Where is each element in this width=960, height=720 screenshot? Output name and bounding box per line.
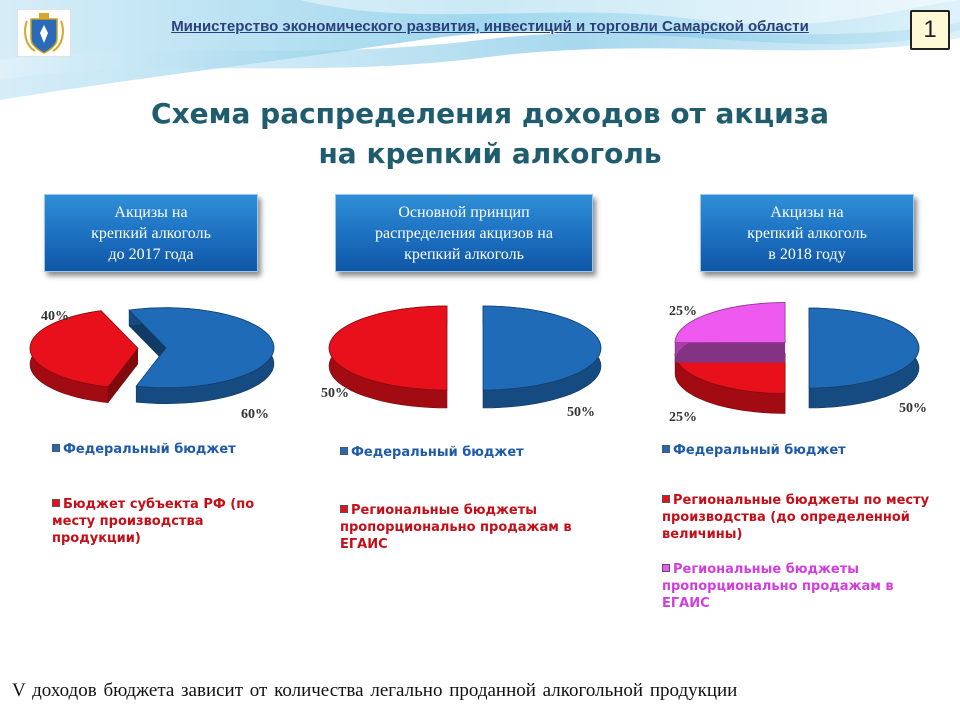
legend-item [52,441,272,458]
footer-note: V доходов бюджета зависит от количества легально проданной алкогольной продукции [12,680,738,701]
pie-data-label: 60% [241,407,269,422]
legend-item [662,561,942,612]
pie-data-label: 25% [669,304,697,319]
header-box-before-2017 [44,194,258,272]
pie-chart-2 [321,306,601,420]
legend-item [340,502,610,553]
header-box-line: Основной принцип [398,204,530,221]
pie-data-label: 50% [899,401,927,416]
legend-item [340,444,610,461]
pie-data-label: 25% [669,410,697,425]
legend-swatch [662,495,670,503]
header-box-principle [335,194,593,272]
header-box-line: распределения акцизов на [375,225,553,242]
legend-swatch [662,564,670,572]
legend-chart-2 [340,444,610,553]
legend-label: Региональные бюджеты пропорционально продажам в ЕГАИС [340,503,572,552]
header-box-line: Акцизы на [114,204,188,221]
pie-slice [809,308,919,408]
legend-label: Бюджет субъекта РФ (по месту производства продукции) [52,497,255,546]
legend-item [52,496,272,547]
legend-chart-3 [662,442,942,612]
pie-slice [30,311,138,403]
legend-item [662,492,942,543]
legend-swatch [52,499,60,507]
legend-item [662,442,942,459]
pie-chart-1 [30,308,274,422]
pie-data-label: 40% [41,309,69,324]
pie-slice [483,306,601,408]
header-box-line: до 2017 года [108,246,194,263]
header-box-line: крепкий алкоголь [747,225,867,242]
legend-label: Региональные бюджеты по месту производства (до определенной величины) [662,493,930,542]
pie-slice-side [675,343,785,363]
header-box-line: в 2018 году [768,246,846,263]
legend-swatch [340,505,348,513]
slide-title-line-2: на крепкий алкоголь [318,137,662,170]
legend-label: Федеральный бюджет [63,442,236,457]
legend-swatch [340,447,348,455]
pie-charts-area [0,290,960,440]
coat-of-arms-icon [17,9,71,57]
legend-chart-1 [52,441,272,547]
header-box-line: крепкий алкоголь [91,225,211,242]
legend-swatch [52,444,60,452]
legend-label: Федеральный бюджет [673,443,846,458]
header-box-2018 [700,194,914,272]
pie-data-label: 50% [321,386,349,401]
header-box-line: крепкий алкоголь [404,246,524,263]
page-number: 1 [910,10,950,50]
ministry-name: Министерство экономического развития, инвестиций и торговли Самарской области [171,18,809,35]
pie-slice [129,308,274,404]
pie-chart-3 [669,303,927,425]
legend-label: Региональные бюджеты пропорционально продажам в ЕГАИС [662,562,894,611]
slide-title [100,94,880,174]
header-box-line: Акцизы на [770,204,844,221]
legend-swatch [662,445,670,453]
slide-title-line-1: Схема распределения доходов от акциза [151,97,829,130]
legend-label: Федеральный бюджет [351,445,524,460]
pie-data-label: 50% [567,405,595,420]
